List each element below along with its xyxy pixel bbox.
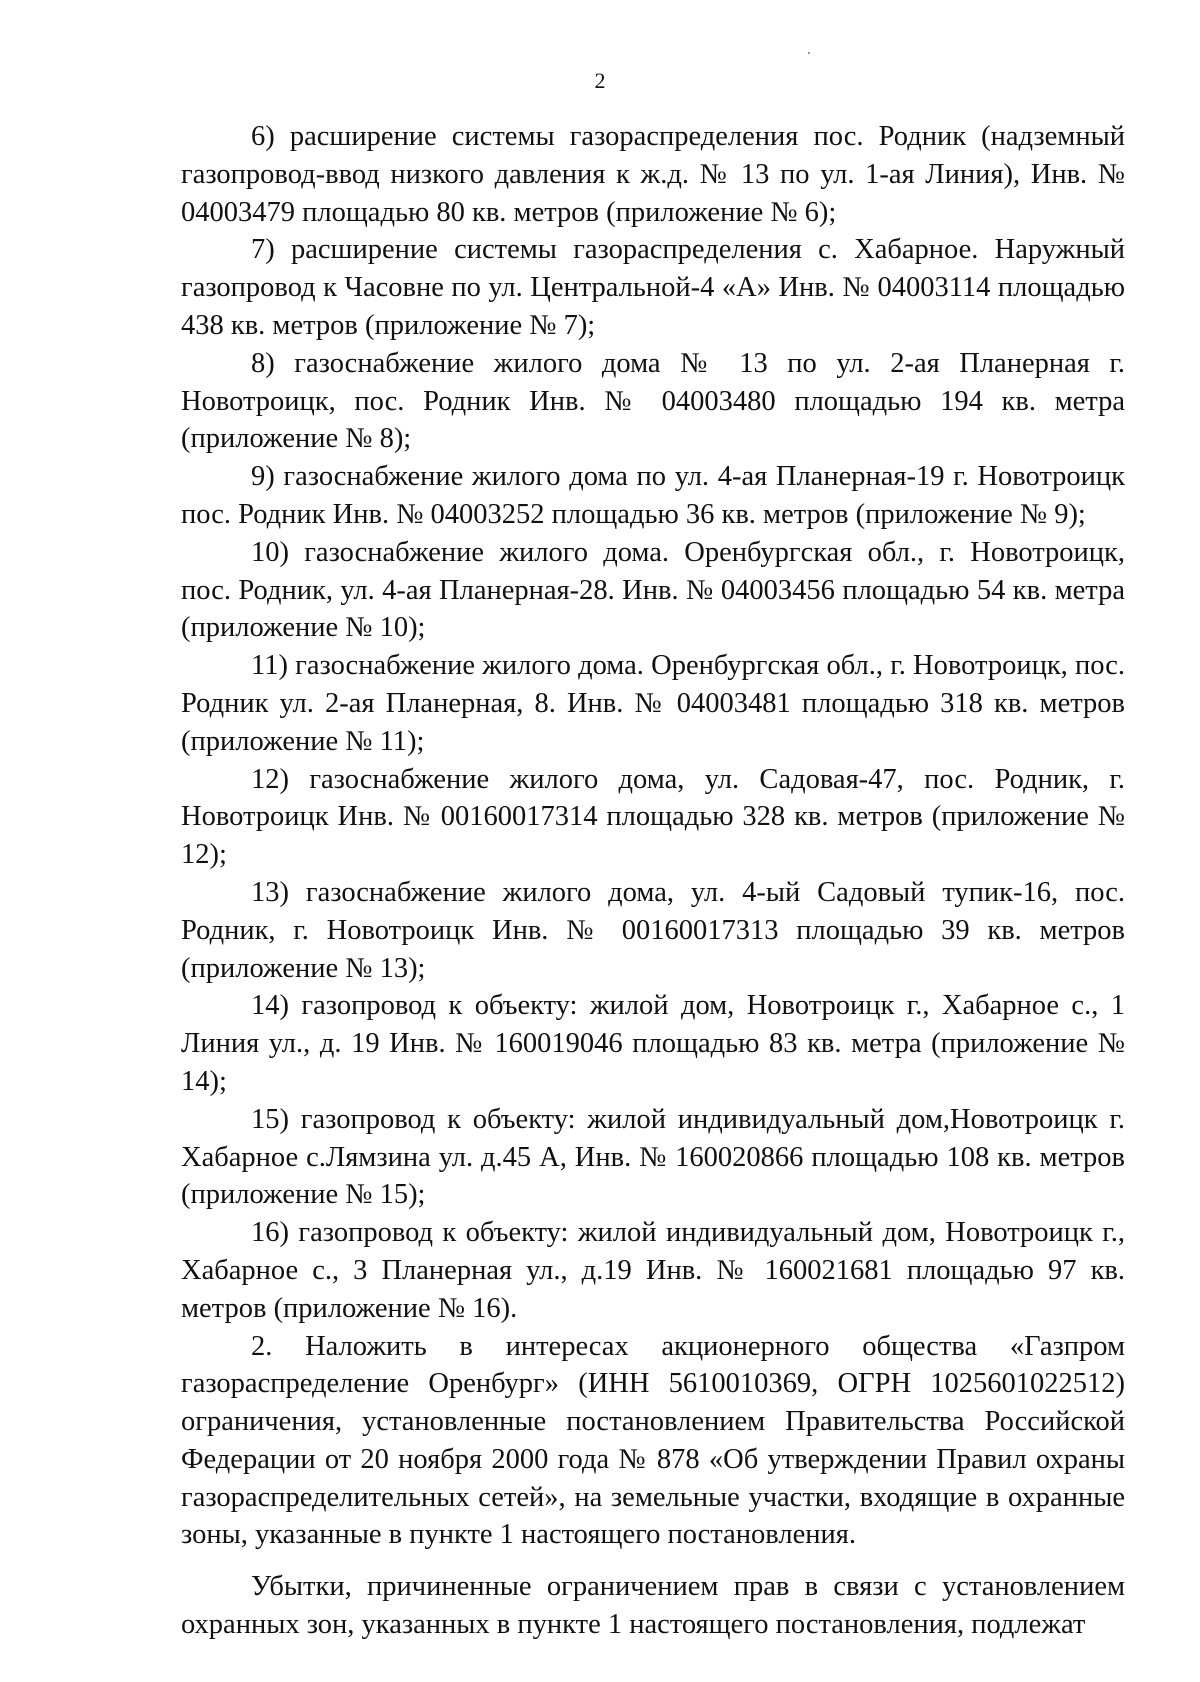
list-item-12: 12) газоснабжение жилого дома, ул. Садовая-47, пос. Родник, г. Новотроицк Инв. № 00160017314 площадью 328 кв. метров (приложение № 12); xyxy=(181,763,1125,871)
damages-paragraph: Убытки, причиненные ограничением прав в связи с установлением охранных зон, указанных в пункте 1 настоящего постановления, подлежат xyxy=(181,1571,1125,1641)
list-item-7: 7) расширение системы газораспределения с. Хабарное. Наружный газопровод к Часовне по ул. Центральной-4 «А» Инв. № 04003114 площадью 438 кв. метров (приложение № 7); xyxy=(181,234,1125,341)
clause-2-paragraph: 2. Наложить в интересах акционерного общества «Газпром газораспределение Оренбург» (ИНН 5610010369, ОГРН 1025601022512) ограничения, установленные постановлением Правительства Российской Федерации от 20 ноября 2000 года № 878 «Об утверждении Правил охраны газораспределительных сетей», на земельные участки, входящие в охранные зоны, указанные в пункте 1 настоящего постановления. xyxy=(181,1330,1125,1551)
list-item-16: 16) газопровод к объекту: жилой индивидуальный дом, Новотроицк г., Хабарное с., 3 Планерная ул., д.19 Инв. № 160021681 площадью 97 кв. метров (приложение № 16). xyxy=(181,1217,1125,1324)
list-item-6: 6) расширение системы газораспределения пос. Родник (надземный газопровод-ввод низкого давления к ж.д. № 13 по ул. 1-ая Линия), Инв. № 04003479 площадью 80 кв. метров (приложение № 6); xyxy=(181,121,1125,228)
list-item-15: 15) газопровод к объекту: жилой индивидуальный дом,Новотроицк г. Хабарное с.Лямзина ул. д.45 А, Инв. № 160020866 площадью 108 кв. метров (приложение № 15); xyxy=(181,1103,1125,1211)
list-item-8: 8) газоснабжение жилого дома № 13 по ул. 2-ая Планерная г. Новотроицк, пос. Родник Инв. № 04003480 площадью 194 кв. метра (приложение № 8); xyxy=(181,347,1125,455)
list-item-14: 14) газопровод к объекту: жилой дом, Новотроицк г., Хабарное с., 1 Линия ул., д. 19 Инв. № 160019046 площадью 83 кв. метра (приложение № 14); xyxy=(181,990,1125,1097)
list-item-13: 13) газоснабжение жилого дома, ул. 4-ый Садовый тупик-16, пос. Родник, г. Новотроицк Инв. № 00160017313 площадью 39 кв. метров (приложение № 13); xyxy=(181,876,1125,984)
list-item-11: 11) газоснабжение жилого дома. Оренбургская обл., г. Новотроицк, пос. Родник ул. 2-ая Планерная, 8. Инв. № 04003481 площадью 318 кв. метров (приложение № 11); xyxy=(181,650,1125,757)
list-item-10: 10) газоснабжение жилого дома. Оренбургская обл., г. Новотроицк, пос. Родник, ул. 4-ая Планерная-28. Инв. № 04003456 площадью 54 кв. метра (приложение № 10); xyxy=(181,536,1125,644)
page-number: 2 xyxy=(594,68,606,93)
scan-speck xyxy=(808,52,810,54)
list-item-9: 9) газоснабжение жилого дома по ул. 4-ая Планерная-19 г. Новотроицк пос. Родник Инв. № 04003252 площадью 36 кв. метров (приложение № 9); xyxy=(181,461,1125,530)
document-body xyxy=(181,118,1125,1644)
